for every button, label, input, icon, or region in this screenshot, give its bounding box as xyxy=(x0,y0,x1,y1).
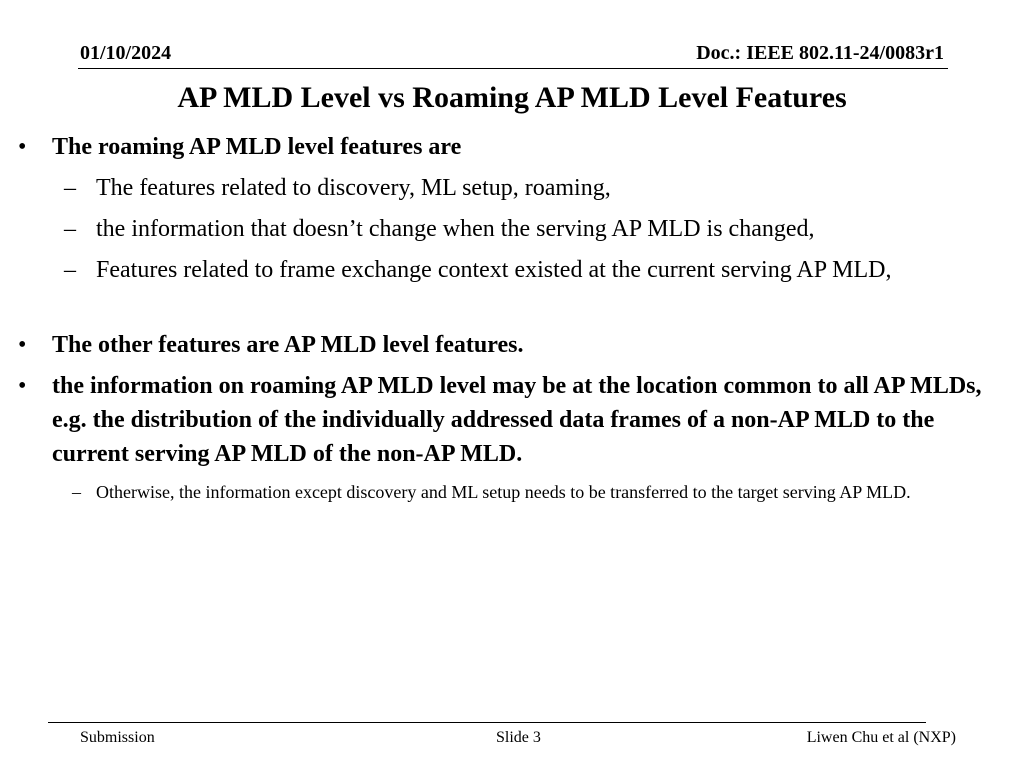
bullet-other-features: • The other features are AP MLD level features. xyxy=(52,328,1002,362)
slide-title: AP MLD Level vs Roaming AP MLD Level Features xyxy=(177,81,847,114)
header-date: 01/10/2024 xyxy=(80,42,172,64)
footer-divider xyxy=(48,722,926,723)
sub-bullet-otherwise: – Otherwise, the information except discovery and ML setup needs to be transferred to the target serving AP MLD. xyxy=(96,479,976,506)
footer-author: Liwen Chu et al (NXP) xyxy=(806,729,956,746)
header-divider xyxy=(78,68,948,69)
bullet-roaming-features: • The roaming AP MLD level features are xyxy=(52,130,1002,164)
footer-submission: Submission xyxy=(80,729,155,746)
footer-slide-number: Slide 3 xyxy=(496,729,541,746)
sub-bullet-discovery: – The features related to discovery, ML setup, roaming, xyxy=(96,171,976,205)
sub-bullet-frame-exchange: – Features related to frame exchange context existed at the current serving AP MLD, xyxy=(96,253,976,287)
sub-bullet-unchanged-info: – the information that doesn’t change when the serving AP MLD is changed, xyxy=(96,212,976,246)
bullet-roaming-info-location: • the information on roaming AP MLD level may be at the location common to all AP MLDs, e.g. the distribution of the individually addressed data frames of a non-AP MLD to the current serving AP MLD of the non-AP MLD. xyxy=(52,369,1002,471)
header-doc-id: Doc.: IEEE 802.11-24/0083r1 xyxy=(696,42,944,64)
